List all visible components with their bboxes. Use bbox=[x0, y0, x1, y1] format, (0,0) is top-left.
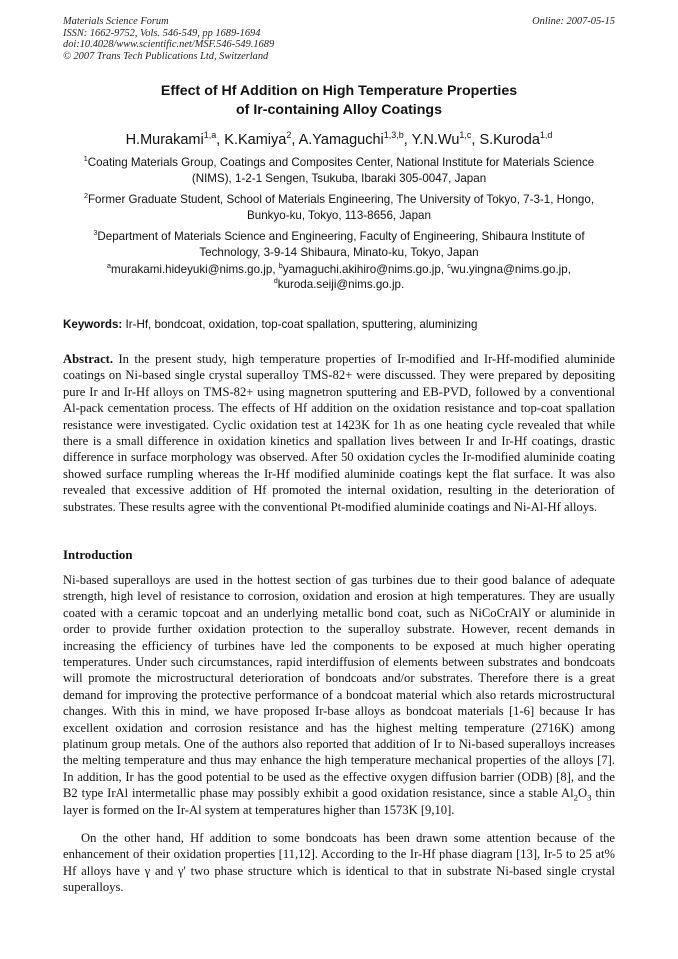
copyright-line: © 2007 Trans Tech Publications Ltd, Switzerland bbox=[63, 50, 269, 62]
email[interactable]: $^c$wu.yingna@nims.go.jp bbox=[447, 261, 568, 276]
author: K.Kamiya$^2$, bbox=[224, 130, 299, 148]
email-list: $^a$murakami.hideyuki@nims.go.jp, $^b$yamaguchi.akihiro@nims.go.jp, $^c$wu.yingna@nims.go.jp, $^d$kuroda.seiji@nims.go.jp. bbox=[107, 261, 571, 291]
paper-title bbox=[63, 82, 615, 120]
online-date: Online: 2007-05-15 bbox=[532, 16, 615, 27]
author-list bbox=[63, 131, 615, 149]
affiliation-3: $^3$Department of Materials Science and Engineering, Faculty of Engineering, Shibaura Institute of Technology, 3-9-14 Shibaura, Minato-ku, Tokyo, Japan bbox=[93, 228, 585, 259]
abstract-label: Abstract. bbox=[63, 352, 114, 366]
email[interactable]: $^a$murakami.hideyuki@nims.go.jp bbox=[107, 261, 273, 276]
journal-name: Materials Science Forum bbox=[63, 16, 169, 27]
author: A.Yamaguchi$^{1,3,b}$, bbox=[298, 130, 412, 148]
keywords bbox=[63, 317, 615, 332]
author: Y.N.Wu$^{1,c}$, bbox=[411, 130, 480, 148]
affiliation-2: $^2$Former Graduate Student, School of Materials Engineering, The University of Tokyo, 7-3-1, Hongo, Bunkyo-ku, Tokyo, 113-8656, Japan bbox=[83, 191, 595, 222]
title-line-2: of Ir-containing Alloy Coatings bbox=[236, 102, 442, 118]
keywords-text: Ir-Hf, bondcoat, oxidation, top-coat spallation, sputtering, aluminizing bbox=[125, 318, 478, 331]
author: H.Murakami$^{1,a}$, bbox=[125, 130, 225, 148]
email[interactable]: $^b$yamaguchi.akihiro@nims.go.jp bbox=[278, 261, 441, 276]
journal-header bbox=[63, 16, 615, 62]
doi-line: doi:10.4028/www.scientific.net/MSF.546-549.1689 bbox=[63, 39, 275, 50]
email[interactable]: $^d$kuroda.seiji@nims.go.jp. bbox=[273, 276, 405, 291]
title-line-1: Effect of Hf Addition on High Temperature Properties bbox=[160, 83, 518, 99]
introduction-paragraph-2: On the other hand, Hf addition to some bondcoats has been drawn some attention because of the enhancement of their oxidation properties [11,12]. According to the Ir-Hf phase diagram [13], Ir-5 to 25 at% Hf alloys have γ and γ' two phase structure which is identical to that in substrate Ni-based single crystal superalloys. bbox=[63, 831, 615, 895]
keywords-label: Keywords: bbox=[63, 318, 123, 331]
introduction-paragraph-1: Ni-based superalloys are used in the hottest section of gas turbines due to their good balance of adequate strength, high level of resistance to corrosion, oxidation and erosion at high temperatures. They are usually coated with a ceramic topcoat and an underlying metallic bond coat, such as NiCoCrAlY or aluminide in order to provide further oxidation protection to the superalloy substrate. However, recent demands in increasing the efficiency of turbines have led the components to be exposed at much higher operating temperatures. Under such circumstances, rapid interdiffusion of elements between substrates and bondcoats will promote the microstructural deterioration of bondcoats and/or substrates. Therefore there is a great demand for improving the protective performance of a bondcoat material which also retards microstructural changes. With this in mind, we have proposed Ir-base alloys as bondcoat materials [1-6] because Ir has excellent oxidation and corrosion resistance and has the highest melting temperature (2716K) among platinum group metals. One of the authors also reported that addition of Ir to Ni-based superalloys increases the melting temperature and thus may enhance the high temperature mechanical properties of the alloys [7]. In addition, Ir has the good potential to be used as the effective oxygen diffusion barrier (ODB) [8], and the B2 type IrAl intermetallic phase may possibly exhibit a good oxidation resistance, since a stable $Al_2O_3$ thin layer is formed on the Ir-Al system at temperatures higher than 1573K [9,10]. bbox=[63, 573, 615, 817]
issn-line: ISSN: 1662-9752, Vols. 546-549, pp 1689-1694 bbox=[63, 27, 261, 39]
author: S.Kuroda$^{1,d}$ bbox=[479, 130, 553, 148]
abstract-text: In the present study, high temperature properties of Ir-modified and Ir-Hf-modified aluminide coatings on Ni-based single crystal superalloy TMS-82+ were discussed. They were prepared by depositing pure Ir and Ir-Hf alloys on TMS-82+ using magnetron sputtering and EB-PVD, followed by a conventional Al-pack cementation process. The effects of Hf addition on the oxidation resistance and top-coat spallation resistance were investigated. Cyclic oxidation test at 1423K for 1h as one heating cycle revealed that while there is a small difference in oxidation kinetics and spallation lives between Ir and Ir-Hf coatings, drastic difference in surface morphology was observed. After 50 oxidation cycles the Ir-modified aluminide coating showed surface rumpling whereas the Ir-Hf modified aluminide coatings kept the flat surface. It was also revealed that excessive addition of Hf promoted the internal oxidation, resulting in the deterioration of substrates. These results agree with the conventional Pt-modified aluminide coatings and Ni-Al-Hf alloys. bbox=[63, 352, 615, 514]
abstract bbox=[63, 351, 615, 515]
affiliation-1: $^1$Coating Materials Group, Coatings and Composites Center, National Institute for Materials Science (NIMS), 1-2-1 Sengen, Tsukuba, Ibaraki 305-0047, Japan bbox=[83, 154, 595, 185]
section-heading-introduction: Introduction bbox=[63, 548, 133, 562]
